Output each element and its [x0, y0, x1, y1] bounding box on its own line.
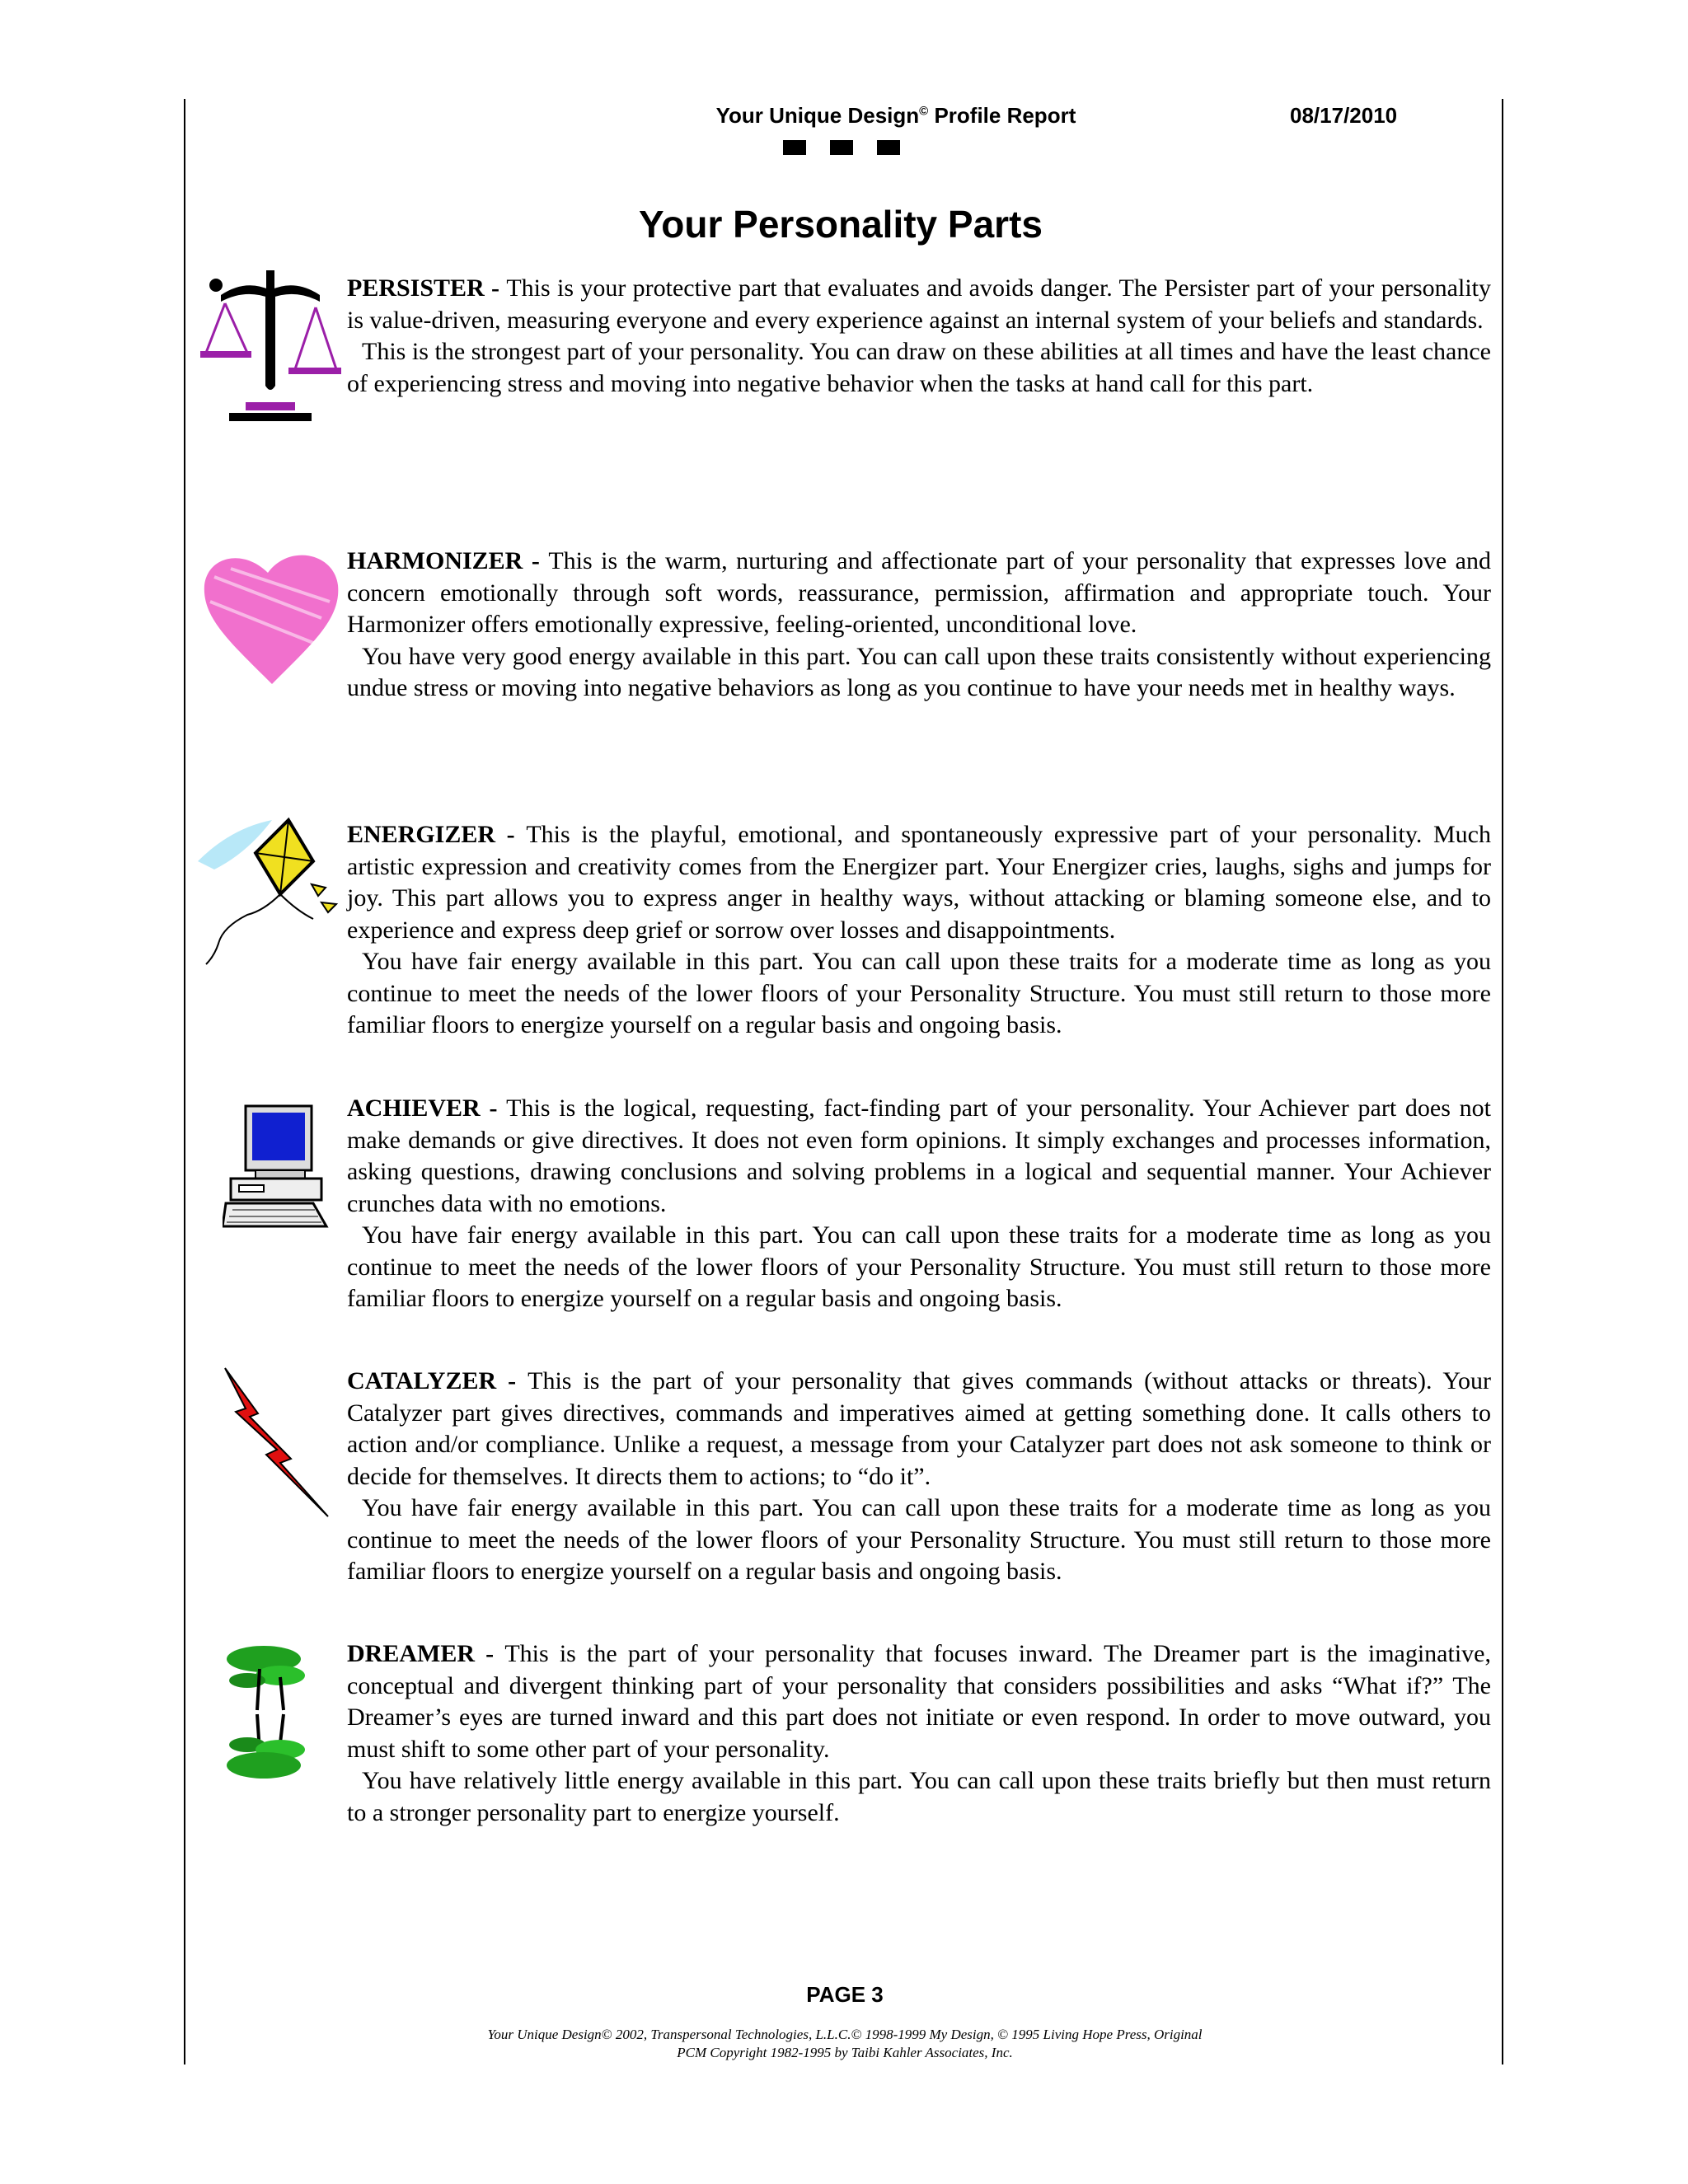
heading-separator: - [475, 1640, 505, 1667]
harmonizer-energy: You have very good energy available in this part. You can call upon these traits consistently without experiencing undue stress or moving into negative behaviors as long as you continue to have your needs met in healthy ways. [347, 642, 1491, 701]
persister-heading: PERSISTER [347, 274, 485, 302]
section-harmonizer [347, 546, 1491, 705]
section-dreamer [347, 1638, 1491, 1829]
footer-line-1: Your Unique Design© 2002, Transpersonal Technologies, L.L.C.© 1998-1999 My Design, © 1995 Living Hope Press, Original [487, 2027, 1203, 2042]
dreamer-text: This is the part of your personality that focuses inward. The Dreamer part is the imaginative, conceptual and divergent thinking part of your personality that considers possibilities and asks “What if?” The Dreamer’s eyes are turned inward and this part does not initiate or even respond. In order to move outward, you must shift to some other part of your personality. [347, 1640, 1491, 1763]
page-title: Your Personality Parts [639, 203, 1043, 246]
footer-line-2: PCM Copyright 1982-1995 by Taibi Kahler Associates, Inc. [677, 2045, 1013, 2060]
dreamer-energy: You have relatively little energy available in this part. You can call upon these traits briefly but then must return to a stronger personality part to energize yourself. [347, 1767, 1491, 1826]
heading-separator: - [480, 1094, 507, 1122]
section-achiever [347, 1093, 1491, 1315]
dreamer-description [347, 1638, 1491, 1765]
catalyzer-text: This is the part of your personality that gives commands (without attacks or threats). Your Catalyzer part gives directives, commands and imperatives aimed at getting something done. It calls others to action and/or compliance. Unlike a request, a message from your Catalyzer part does not ask someone to think or decide for themselves. It directs them to actions; to “do it”. [347, 1367, 1491, 1490]
dreamer-heading: DREAMER [347, 1640, 475, 1667]
heart-icon [198, 544, 346, 692]
achiever-text: This is the logical, requesting, fact-finding part of your personality. Your Achiever part does not make demands or give directives. It does not even form opinions. It simply exchanges and processes information, asking questions, drawing conclusions and solving problems in a logical and sequential manner. Your Achiever crunches data with no emotions. [347, 1094, 1491, 1217]
report-header-title: Your Unique Design© Profile Report [715, 103, 1076, 128]
harmonizer-description [347, 546, 1491, 641]
header-decoration [781, 140, 904, 158]
kite-icon [198, 812, 346, 968]
heading-separator: - [495, 821, 527, 848]
heading-separator: - [484, 274, 507, 302]
persister-energy: This is the strongest part of your personality. You can draw on these abilities at all times and have the least chance of experiencing stress and moving into negative behavior when the tasks at hand call for this part. [347, 338, 1491, 397]
right-margin-rule [1502, 99, 1503, 2064]
achiever-energy: You have fair energy available in this part. You can call upon these traits for a moderate time as long as you continue to meet the needs of the lower floors of your Personality Structure. You must still return to those more familiar floors to energize yourself on a regular basis and ongoing basis. [347, 1221, 1491, 1312]
computer-icon [223, 1104, 330, 1228]
energizer-description [347, 819, 1491, 946]
lightning-bolt-icon [221, 1364, 336, 1521]
energizer-heading: ENERGIZER [347, 821, 496, 848]
heading-separator: - [496, 1367, 528, 1394]
copyright-footer [354, 2026, 1335, 2062]
section-catalyzer [347, 1366, 1491, 1588]
persister-text: This is your protective part that evaluates and avoids danger. The Persister part of your personality is value-driven, measuring everyone and every experience against an internal system of your beliefs and standards. [347, 274, 1491, 334]
page-number: PAGE 3 [806, 1982, 884, 2007]
harmonizer-text: This is the warm, nurturing and affectionate part of your personality that expresses love and concern emotionally through soft words, reassurance, permission, affirmation and appropriate touch. Your Harmonizer offers emotionally expressive, feeling-oriented, unconditional love. [347, 547, 1491, 638]
harmonizer-heading: HARMONIZER [347, 547, 523, 574]
catalyzer-heading: CATALYZER [347, 1367, 497, 1394]
achiever-description [347, 1093, 1491, 1220]
heading-separator: - [523, 547, 549, 574]
scales-icon [196, 262, 345, 427]
energizer-text: This is the playful, emotional, and spontaneously expressive part of your personality. Much artistic expression and creativity comes from the Energizer part. Your Energizer cries, laughs, sighs and jumps for joy. This part allows you to express anger in healthy ways, without attacking or blaming someone else, and to experience and express deep grief or sorrow over losses and disappointments. [347, 821, 1491, 944]
achiever-heading: ACHIEVER [347, 1094, 481, 1122]
left-margin-rule [184, 99, 185, 2064]
section-energizer [347, 819, 1491, 1042]
catalyzer-description [347, 1366, 1491, 1493]
energizer-energy: You have fair energy available in this part. You can call upon these traits for a moderate time as long as you continue to meet the needs of the lower floors of your Personality Structure. You must still return to those more familiar floors to energize yourself on a regular basis and ongoing basis. [347, 948, 1491, 1038]
catalyzer-energy: You have fair energy available in this part. You can call upon these traits for a moderate time as long as you continue to meet the needs of the lower floors of your Personality Structure. You must still return to those more familiar floors to energize yourself on a regular basis and ongoing basis. [347, 1494, 1491, 1585]
tree-reflection-icon [223, 1644, 313, 1780]
section-persister [347, 273, 1491, 400]
report-date: 08/17/2010 [1290, 103, 1398, 128]
persister-description [347, 273, 1491, 336]
